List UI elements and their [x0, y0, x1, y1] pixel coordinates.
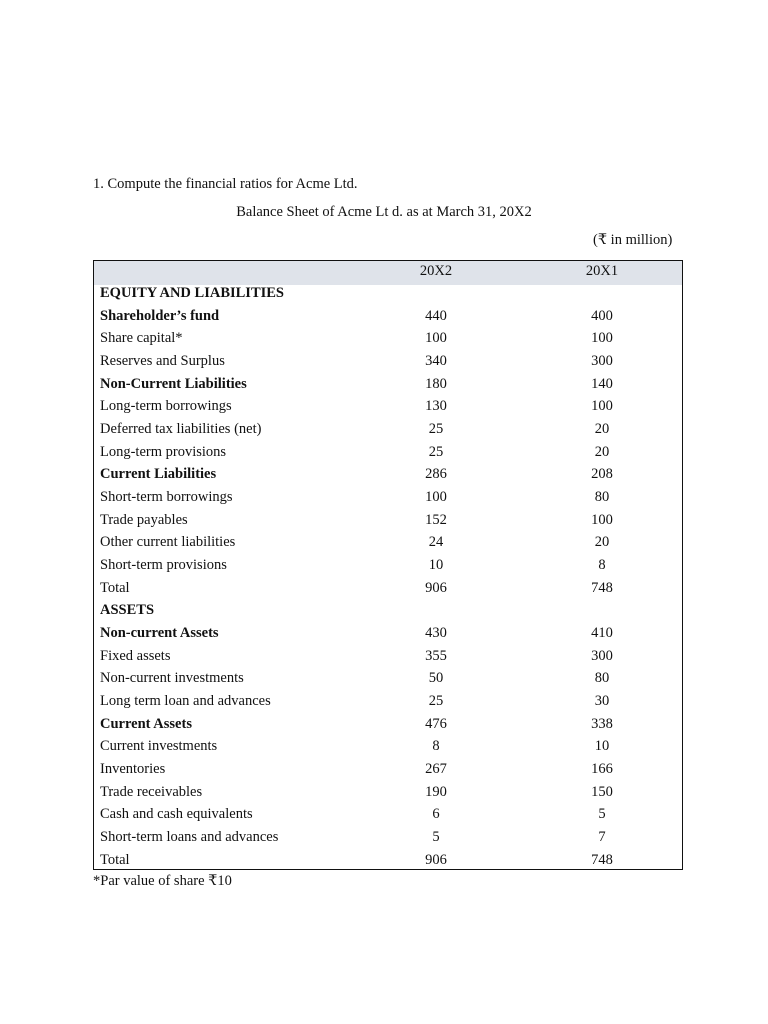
value-20x1: 20 — [594, 421, 610, 438]
row-label: Short-term provisions — [100, 557, 227, 574]
row-label: Non-Current Liabilities — [100, 375, 247, 392]
value-20x1: 80 — [594, 670, 610, 687]
value-20x2: 286 — [425, 466, 447, 483]
row-label: Share capital* — [100, 330, 183, 347]
table-row — [94, 465, 682, 487]
value-20x1: 400 — [591, 307, 613, 324]
table-row — [94, 715, 682, 737]
row-label: Total — [100, 851, 130, 868]
table-row — [94, 420, 682, 442]
value-20x1: 80 — [594, 489, 610, 506]
row-label: Other current liabilities — [100, 534, 236, 551]
value-20x2: 190 — [425, 783, 447, 800]
value-20x2: 25 — [428, 443, 444, 460]
table-row — [94, 737, 682, 759]
value-20x2: 267 — [425, 761, 447, 778]
value-20x2: 100 — [425, 489, 447, 506]
value-20x2: 430 — [425, 625, 447, 642]
value-20x1: 748 — [591, 579, 613, 596]
value-20x2: 355 — [425, 647, 447, 664]
row-label: Current investments — [100, 738, 218, 755]
value-20x1: 208 — [591, 466, 613, 483]
table-row — [94, 851, 682, 873]
balance-sheet-title: Balance Sheet of Acme Lt d. as at March 31, 20X2 — [236, 204, 532, 220]
value-20x1: 300 — [591, 353, 613, 369]
row-label: Total — [100, 579, 130, 596]
table-row — [94, 329, 682, 351]
row-label: Trade receivables — [100, 783, 203, 800]
value-20x1: 8 — [598, 557, 606, 574]
value-20x2: 6 — [432, 806, 440, 823]
table-row — [94, 669, 682, 691]
row-label: Short-term borrowings — [100, 489, 233, 506]
value-20x1: 20 — [594, 534, 610, 551]
value-20x2: 10 — [428, 557, 444, 574]
value-20x2: 100 — [425, 330, 447, 347]
table-row — [94, 783, 682, 805]
table-row — [94, 692, 682, 714]
value-20x1: 338 — [591, 715, 613, 732]
table-row — [94, 511, 682, 533]
row-label: EQUITY AND LIABILITIES — [100, 285, 284, 301]
table-row — [94, 556, 682, 578]
row-label: Inventories — [100, 761, 166, 778]
value-20x1: 20 — [594, 443, 610, 460]
value-20x2: 25 — [428, 421, 444, 438]
value-20x2: 8 — [432, 738, 440, 755]
column-header-20x2: 20X2 — [419, 263, 453, 279]
value-20x1: 300 — [591, 647, 613, 664]
value-20x1: 10 — [594, 738, 610, 755]
table-row — [94, 647, 682, 669]
row-label: Reserves and Surplus — [100, 353, 225, 369]
row-label: Non-current investments — [100, 670, 244, 687]
value-20x2: 906 — [425, 851, 447, 868]
table-row — [94, 805, 682, 827]
table-row — [94, 601, 682, 623]
row-label: Non-current Assets — [100, 625, 219, 642]
value-20x2: 906 — [425, 579, 447, 596]
value-20x1: 748 — [591, 851, 613, 868]
row-label: Current Assets — [100, 715, 192, 732]
row-label: Short-term loans and advances — [100, 829, 279, 846]
value-20x2: 476 — [425, 715, 447, 732]
balance-sheet-table — [93, 260, 683, 870]
row-label: Long term loan and advances — [100, 693, 271, 710]
table-row — [94, 579, 682, 601]
column-header-20x1: 20X1 — [585, 263, 619, 279]
table-row — [94, 760, 682, 782]
table-row — [94, 397, 682, 419]
row-label: Current Liabilities — [100, 466, 217, 483]
table-row — [94, 352, 682, 374]
unit-label: (₹ in million) — [593, 232, 673, 248]
value-20x2: 25 — [428, 693, 444, 710]
value-20x1: 140 — [591, 375, 613, 392]
value-20x1: 5 — [598, 806, 606, 823]
value-20x1: 100 — [591, 330, 613, 347]
value-20x1: 150 — [591, 783, 613, 800]
table-row — [94, 443, 682, 465]
row-label: ASSETS — [100, 602, 155, 619]
value-20x2: 130 — [425, 398, 447, 415]
row-label: Deferred tax liabilities (net) — [100, 421, 262, 438]
value-20x2: 50 — [428, 670, 444, 687]
table-row — [94, 533, 682, 555]
row-label: Trade payables — [100, 511, 188, 528]
question-text: 1. Compute the financial ratios for Acme Ltd. — [93, 176, 358, 192]
value-20x1: 100 — [591, 511, 613, 528]
table-row — [94, 307, 682, 329]
table-row — [94, 375, 682, 397]
value-20x1: 7 — [598, 829, 606, 846]
table-row — [94, 488, 682, 510]
table-row — [94, 624, 682, 646]
row-label: Shareholder’s fund — [100, 307, 220, 324]
value-20x2: 340 — [425, 353, 447, 369]
value-20x1: 166 — [591, 761, 613, 778]
value-20x2: 5 — [432, 829, 440, 846]
row-label: Fixed assets — [100, 647, 171, 664]
value-20x2: 152 — [425, 511, 447, 528]
row-label: Long-term borrowings — [100, 398, 232, 415]
row-label: Long-term provisions — [100, 443, 227, 460]
value-20x2: 24 — [428, 534, 444, 551]
footnote: *Par value of share ₹10 — [93, 873, 232, 889]
value-20x1: 30 — [594, 693, 610, 710]
value-20x1: 100 — [591, 398, 613, 415]
value-20x1: 410 — [591, 625, 613, 642]
table-row — [94, 828, 682, 850]
row-label: Cash and cash equivalents — [100, 806, 253, 823]
table-row — [94, 284, 682, 306]
value-20x2: 440 — [425, 307, 447, 324]
table-header — [94, 261, 682, 285]
value-20x2: 180 — [425, 375, 447, 392]
